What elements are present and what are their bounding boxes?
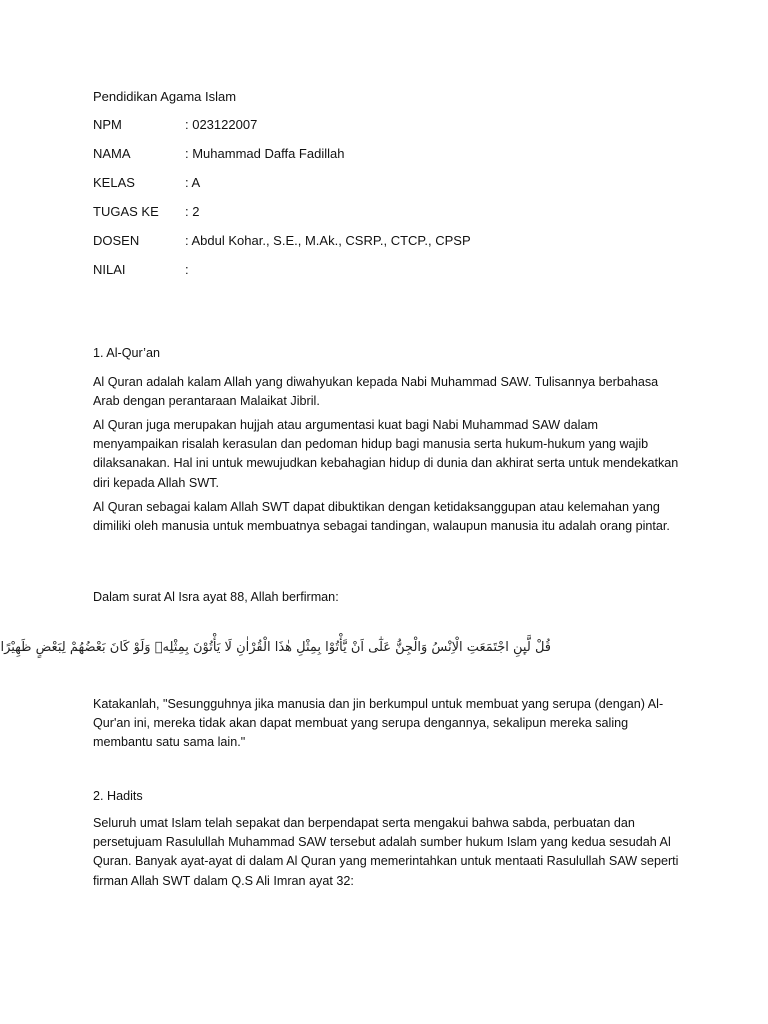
paragraph: Seluruh umat Islam telah sepakat dan berpendapat serta mengakui bahwa sabda, perbuatan dan persetujuam Rasulullah Muhammad SAW tersebut adalah sumber hukum Islam yang kedua sesudah Al Quran. Banyak ayat-ayat di dalam Al Quran yang memerintahkan untuk mentaati Rasulullah SAW seperti firman Allah SWT dalam Q.S Ali Imran ayat 32: xyxy=(93,816,679,888)
info-row-kelas xyxy=(93,174,471,203)
info-label: NILAI xyxy=(93,262,126,277)
info-value: : 023122007 xyxy=(185,117,258,132)
info-value: : 2 xyxy=(185,204,200,219)
info-row-nilai xyxy=(93,261,471,290)
info-label: NAMA xyxy=(93,146,131,161)
info-value: : Abdul Kohar., S.E., M.Ak., CSRP., CTCP., CPSP xyxy=(185,233,471,248)
paragraph: Al Quran juga merupakan hujjah atau argumentasi kuat bagi Nabi Muhammad SAW dalam menyampaikan risalah kerasulan dan pedoman hidup bagi manusia serta hukum-hukum yang wajib dilaksanakan. Hal ini untuk mewujudkan kebahagian hidup di dunia dan akhirat serta untuk mendekatkan diri kepada Allah SWT. xyxy=(93,418,679,490)
info-label: TUGAS KE xyxy=(93,204,159,219)
info-value: : xyxy=(185,262,189,277)
section-heading-al-quran: 1. Al-Qur’an xyxy=(93,346,160,360)
verse-translation: Katakanlah, "Sesungguhnya jika manusia dan jin berkumpul untuk membuat yang serupa (dengan) Al-Qur'an ini, mereka tidak akan dapat membuat yang serupa dengannya, sekalipun mereka saling membantu satu sama lain." xyxy=(93,697,664,750)
document-title: Pendidikan Agama Islam xyxy=(93,89,237,104)
verse-intro: Dalam surat Al Isra ayat 88, Allah berfirman: xyxy=(93,590,339,604)
info-value: : Muhammad Daffa Fadillah xyxy=(185,146,345,161)
paragraph: Al Quran sebagai kalam Allah SWT dapat dibuktikan dengan ketidaksanggupan atau kelemahan yang dimiliki oleh manusia untuk membuatnya sebagai tandingan, walaupun manusia itu adalah orang pintar. xyxy=(93,500,670,534)
info-row-tugas-ke xyxy=(93,203,471,232)
quran-verse-arabic: قُلْ لَّىِٕنِ اجْتَمَعَتِ الْاِنْسُ وَالْجِنُّ عَلٰٓى اَنْ يَّأْتُوْا بِمِثْلِ هٰذَا الْقُرْاٰنِ لَا يَأْتُوْنَ بِمِثْلِهٖ وَلَوْ كَانَ بَعْضُهُمْ لِبَعْضٍ ظَهِيْرًا xyxy=(0,640,551,655)
info-row-npm xyxy=(93,116,471,145)
info-row-dosen xyxy=(93,232,471,261)
section-heading-hadits: 2. Hadits xyxy=(93,789,143,803)
info-row-nama xyxy=(93,145,471,174)
info-label: KELAS xyxy=(93,175,135,190)
info-value: : A xyxy=(185,175,201,190)
student-info-table xyxy=(93,116,471,290)
info-label: NPM xyxy=(93,117,122,132)
info-label: DOSEN xyxy=(93,233,140,248)
paragraph: Al Quran adalah kalam Allah yang diwahyukan kepada Nabi Muhammad SAW. Tulisannya berbahasa Arab dengan perantaraan Malaikat Jibril. xyxy=(93,375,659,409)
